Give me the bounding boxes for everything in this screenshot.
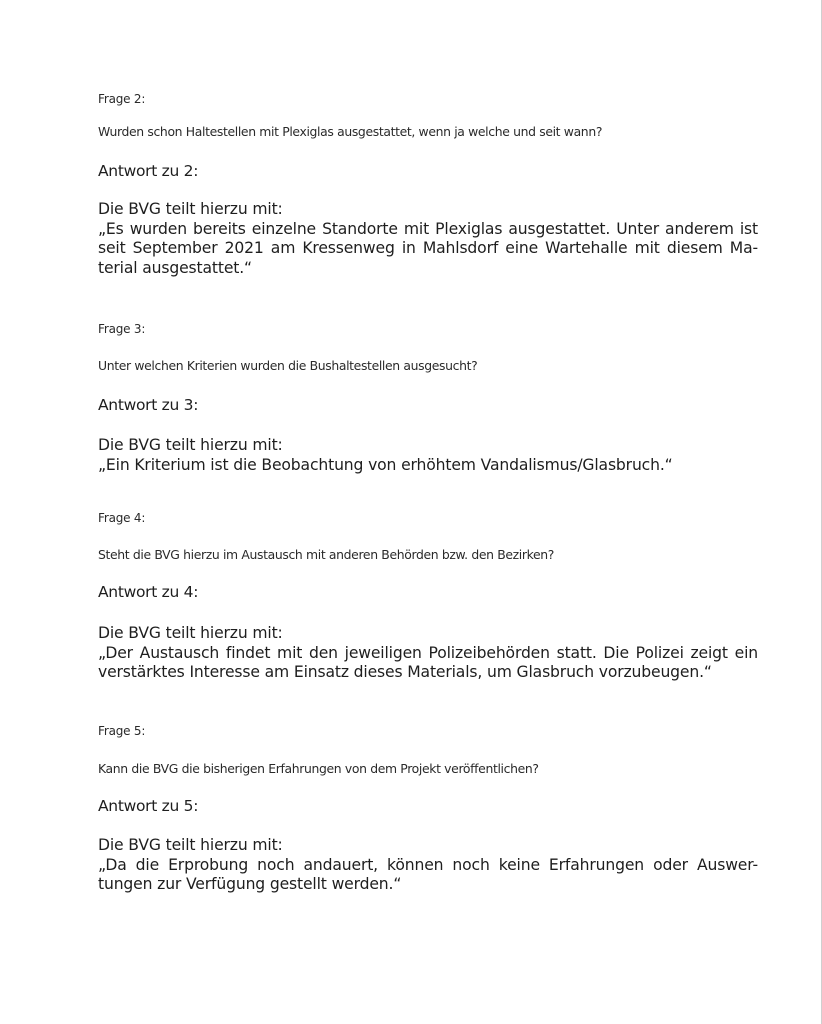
answer-line: „Der Austausch findet mit den jeweiligen Polizeibehörden statt. Die Polizei zeigt ein [98, 643, 758, 662]
answer-body [98, 624, 758, 683]
question-text: Unter welchen Kriterien wurden die Bushaltestellen ausgesucht? [98, 358, 478, 373]
frage-label: Frage 2: [98, 92, 146, 106]
answer-title: Antwort zu 4: [98, 583, 199, 601]
answer-body [98, 836, 758, 895]
answer-body [98, 436, 758, 475]
answer-intro: Die BVG teilt hierzu mit: [98, 836, 283, 854]
frage-label: Frage 3: [98, 322, 146, 336]
answer-line: „Ein Kriterium ist die Beobachtung von erhöhtem Vandalismus/Glasbruch.“ [98, 455, 673, 474]
answer-title: Antwort zu 5: [98, 797, 199, 815]
answer-body [98, 200, 758, 278]
frage-label: Frage 5: [98, 724, 146, 738]
answer-intro: Die BVG teilt hierzu mit: [98, 624, 283, 642]
answer-intro: Die BVG teilt hierzu mit: [98, 200, 283, 218]
answer-line: „Es wurden bereits einzelne Standorte mit Plexiglas ausgestattet. Unter anderem ist [98, 219, 758, 238]
answer-line: terial ausgestattet.“ [98, 258, 252, 277]
answer-line: verstärktes Interesse am Einsatz dieses Materials, um Glasbruch vorzubeugen.“ [98, 663, 712, 681]
question-text: Steht die BVG hierzu im Austausch mit anderen Behörden bzw. den Bezirken? [98, 547, 555, 562]
answer-title: Antwort zu 2: [98, 162, 199, 180]
answer-title: Antwort zu 3: [98, 396, 199, 414]
answer-line: tungen zur Verfügung gestellt werden.“ [98, 875, 402, 893]
frage-label: Frage 4: [98, 511, 146, 525]
answer-line: seit September 2021 am Kressenweg in Mahlsdorf eine Wartehalle mit diesem Ma- [98, 239, 758, 257]
answer-intro: Die BVG teilt hierzu mit: [98, 436, 283, 454]
answer-line: „Da die Erprobung noch andauert, können noch keine Erfahrungen oder Auswer- [98, 855, 758, 874]
question-text: Wurden schon Haltestellen mit Plexiglas ausgestattet, wenn ja welche und seit wann? [98, 124, 603, 139]
question-text: Kann die BVG die bisherigen Erfahrungen von dem Projekt veröffentlichen? [98, 761, 539, 776]
